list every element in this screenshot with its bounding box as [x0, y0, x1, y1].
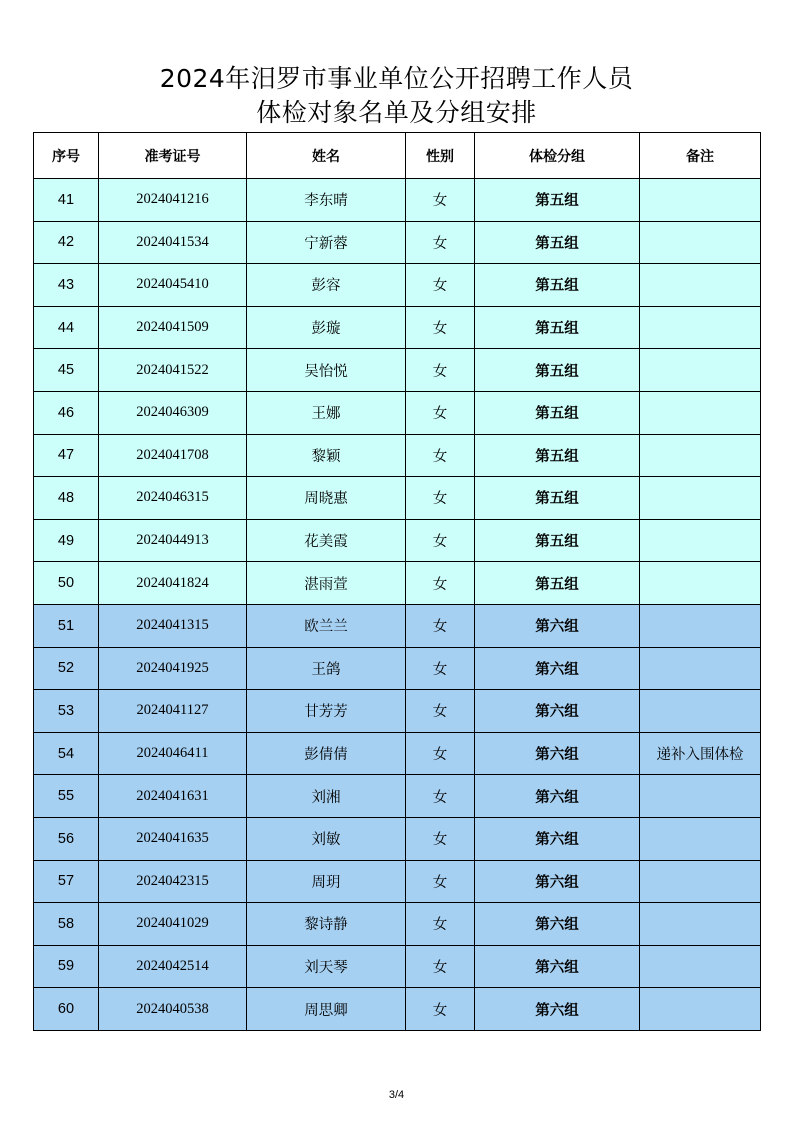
cell-gender: 女	[406, 391, 475, 434]
cell-gender: 女	[406, 519, 475, 562]
cell-exam-no: 2024041216	[99, 179, 247, 222]
page-title-line-2: 体检对象名单及分组安排	[256, 98, 537, 127]
table-row	[34, 391, 761, 434]
cell-exam-no: 2024041708	[99, 434, 247, 477]
page-title-line-1: 2024年汨罗市事业单位公开招聘工作人员	[159, 64, 634, 93]
header-group: 体检分组	[475, 133, 640, 179]
cell-exam-no: 2024041534	[99, 221, 247, 264]
cell-name: 刘湘	[247, 775, 406, 818]
cell-name: 李东晴	[247, 179, 406, 222]
table-row	[34, 945, 761, 988]
cell-exam-no: 2024041127	[99, 690, 247, 733]
cell-seq: 60	[34, 988, 99, 1031]
table-row	[34, 817, 761, 860]
table-row	[34, 903, 761, 946]
cell-note	[640, 988, 761, 1031]
cell-gender: 女	[406, 306, 475, 349]
cell-exam-no: 2024041522	[99, 349, 247, 392]
cell-exam-no: 2024041631	[99, 775, 247, 818]
cell-note	[640, 221, 761, 264]
cell-group: 第六组	[475, 775, 640, 818]
cell-gender: 女	[406, 732, 475, 775]
cell-group: 第五组	[475, 562, 640, 605]
table-row	[34, 221, 761, 264]
table-row	[34, 477, 761, 520]
cell-group: 第五组	[475, 264, 640, 307]
cell-seq: 49	[34, 519, 99, 562]
cell-seq: 48	[34, 477, 99, 520]
cell-gender: 女	[406, 817, 475, 860]
cell-note	[640, 434, 761, 477]
cell-name: 花美霞	[247, 519, 406, 562]
cell-exam-no: 2024046411	[99, 732, 247, 775]
cell-name: 王鸽	[247, 647, 406, 690]
cell-gender: 女	[406, 690, 475, 733]
cell-exam-no: 2024041509	[99, 306, 247, 349]
cell-seq: 55	[34, 775, 99, 818]
cell-name: 彭倩倩	[247, 732, 406, 775]
cell-group: 第六组	[475, 945, 640, 988]
table-row	[34, 562, 761, 605]
cell-group: 第六组	[475, 817, 640, 860]
table-row	[34, 647, 761, 690]
table-header-row	[34, 133, 761, 179]
cell-group: 第六组	[475, 860, 640, 903]
cell-gender: 女	[406, 477, 475, 520]
cell-gender: 女	[406, 562, 475, 605]
cell-gender: 女	[406, 775, 475, 818]
cell-group: 第六组	[475, 690, 640, 733]
header-name: 姓名	[247, 133, 406, 179]
cell-name: 黎颖	[247, 434, 406, 477]
cell-note	[640, 519, 761, 562]
cell-gender: 女	[406, 434, 475, 477]
cell-exam-no: 2024041824	[99, 562, 247, 605]
cell-exam-no: 2024046309	[99, 391, 247, 434]
cell-name: 湛雨萱	[247, 562, 406, 605]
cell-exam-no: 2024041925	[99, 647, 247, 690]
cell-gender: 女	[406, 860, 475, 903]
cell-exam-no: 2024042514	[99, 945, 247, 988]
header-gender: 性别	[406, 133, 475, 179]
cell-gender: 女	[406, 221, 475, 264]
table-row	[34, 732, 761, 775]
header-seq: 序号	[34, 133, 99, 179]
cell-name: 王娜	[247, 391, 406, 434]
cell-note	[640, 817, 761, 860]
cell-group: 第五组	[475, 306, 640, 349]
cell-seq: 51	[34, 604, 99, 647]
cell-seq: 56	[34, 817, 99, 860]
header-exam-no: 准考证号	[99, 133, 247, 179]
cell-seq: 59	[34, 945, 99, 988]
cell-group: 第六组	[475, 903, 640, 946]
cell-gender: 女	[406, 604, 475, 647]
header-note: 备注	[640, 133, 761, 179]
cell-gender: 女	[406, 903, 475, 946]
cell-note	[640, 903, 761, 946]
cell-seq: 46	[34, 391, 99, 434]
cell-group: 第五组	[475, 391, 640, 434]
cell-name: 周思卿	[247, 988, 406, 1031]
cell-seq: 47	[34, 434, 99, 477]
cell-note	[640, 562, 761, 605]
cell-exam-no: 2024041635	[99, 817, 247, 860]
cell-gender: 女	[406, 988, 475, 1031]
cell-group: 第五组	[475, 477, 640, 520]
cell-name: 周晓惠	[247, 477, 406, 520]
cell-gender: 女	[406, 264, 475, 307]
cell-group: 第五组	[475, 179, 640, 222]
table-row	[34, 306, 761, 349]
cell-gender: 女	[406, 647, 475, 690]
cell-seq: 41	[34, 179, 99, 222]
cell-name: 吴怡悦	[247, 349, 406, 392]
cell-name: 欧兰兰	[247, 604, 406, 647]
exam-roster-table	[33, 132, 761, 1031]
cell-group: 第六组	[475, 647, 640, 690]
cell-group: 第五组	[475, 349, 640, 392]
cell-gender: 女	[406, 945, 475, 988]
cell-group: 第五组	[475, 434, 640, 477]
cell-exam-no: 2024041029	[99, 903, 247, 946]
cell-name: 周玥	[247, 860, 406, 903]
table-row	[34, 434, 761, 477]
cell-note	[640, 306, 761, 349]
cell-exam-no: 2024045410	[99, 264, 247, 307]
cell-seq: 53	[34, 690, 99, 733]
cell-exam-no: 2024040538	[99, 988, 247, 1031]
cell-name: 黎诗静	[247, 903, 406, 946]
cell-note	[640, 690, 761, 733]
table-row	[34, 519, 761, 562]
table-row	[34, 690, 761, 733]
cell-group: 第五组	[475, 519, 640, 562]
cell-gender: 女	[406, 349, 475, 392]
table-row	[34, 604, 761, 647]
table-row	[34, 349, 761, 392]
cell-note	[640, 604, 761, 647]
cell-name: 彭容	[247, 264, 406, 307]
cell-name: 刘敏	[247, 817, 406, 860]
cell-seq: 57	[34, 860, 99, 903]
cell-note	[640, 945, 761, 988]
cell-group: 第六组	[475, 988, 640, 1031]
cell-note	[640, 179, 761, 222]
table-body	[34, 179, 761, 1031]
table-row	[34, 264, 761, 307]
cell-exam-no: 2024042315	[99, 860, 247, 903]
cell-exam-no: 2024046315	[99, 477, 247, 520]
cell-name: 刘天琴	[247, 945, 406, 988]
cell-name: 宁新蓉	[247, 221, 406, 264]
cell-note	[640, 647, 761, 690]
cell-gender: 女	[406, 179, 475, 222]
cell-name: 甘芳芳	[247, 690, 406, 733]
table-row	[34, 988, 761, 1031]
cell-seq: 58	[34, 903, 99, 946]
table-row	[34, 775, 761, 818]
cell-note	[640, 477, 761, 520]
cell-seq: 42	[34, 221, 99, 264]
cell-seq: 52	[34, 647, 99, 690]
cell-group: 第六组	[475, 604, 640, 647]
cell-note	[640, 349, 761, 392]
cell-group: 第六组	[475, 732, 640, 775]
cell-exam-no: 2024041315	[99, 604, 247, 647]
cell-note: 递补入围体检	[640, 732, 761, 775]
cell-note	[640, 264, 761, 307]
cell-note	[640, 391, 761, 434]
cell-note	[640, 860, 761, 903]
cell-seq: 43	[34, 264, 99, 307]
cell-seq: 45	[34, 349, 99, 392]
table-row	[34, 860, 761, 903]
cell-seq: 54	[34, 732, 99, 775]
cell-seq: 44	[34, 306, 99, 349]
cell-name: 彭璇	[247, 306, 406, 349]
cell-seq: 50	[34, 562, 99, 605]
cell-exam-no: 2024044913	[99, 519, 247, 562]
cell-group: 第五组	[475, 221, 640, 264]
table-row	[34, 179, 761, 222]
cell-note	[640, 775, 761, 818]
page-number: 3/4	[388, 1089, 405, 1101]
